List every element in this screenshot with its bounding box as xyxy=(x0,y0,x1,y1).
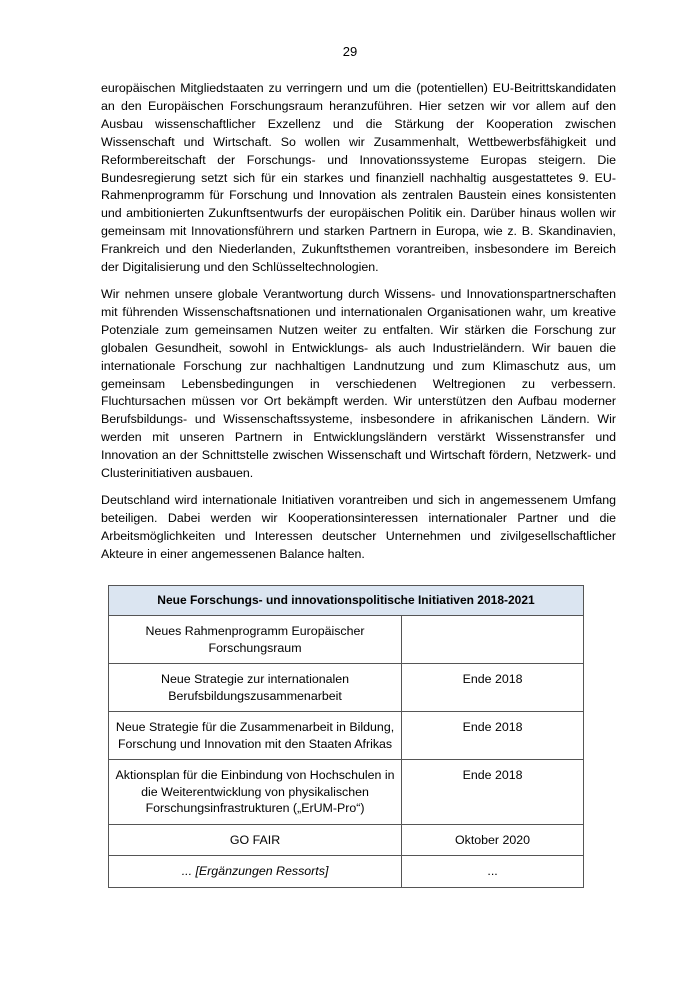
paragraph-eu-research: europäischen Mitgliedstaaten zu verringern und um die (potentiellen) EU-Beitrittskandidaten an den Europäischen Forschungsraum heranzuführen. Hier setzen wir vor allem auf den Ausbau wissenschaftlicher Exzellenz und die Stärkung der Kooperation zwischen Wissenschaft und Wirtschaft. So wollen wir Zusammenhalt, Wettbewerbsfähigkeit und Reformbereitschaft der Forschungs- und Innovationssysteme Europas steigern. Die Bundesregierung setzt sich für ein starkes und finanziell nachhaltig ausgestattetes 9. EU-Rahmenprogramm für Forschung und Innovation als zentralen Baustein eines konsistenten und ambitionierten Zukunftsentwurfs der europäischen Politik ein. Darüber hinaus wollen wir gemeinsam mit Innovationsführern und starken Partnern in Europa, wie z. B. Skandinavien, Frankreich und den Niederlanden, Zukunftsthemen vorantreiben, insbesondere im Bereich der Digitalisierung und den Schlüsseltechnologien. xyxy=(101,81,616,275)
paragraph-global-responsibility: Wir nehmen unsere globale Verantwortung durch Wissens- und Innovationspartnerschaften mit führenden Wissenschaftsnationen und internationalen Organisationen wahr, um kreative Potenziale zum gemeinsamen Nutzen weiter zu entfalten. Wir stärken die Forschung zur globalen Gesundheit, sowohl in Entwicklungs- als auch Industrieländern. Wir bauen die internationale Forschung zur nachhaltigen Landnutzung und zum Klimaschutz aus, um gemeinsam Lebensbedingungen in verschiedenen Weltregionen zu verbessern. Fluchtursachen müssen vor Ort bekämpft werden. Wir unterstützen den Aufbau moderner Berufsbildungs- und Wissenschaftssysteme, insbesondere in afrikanischen Ländern. Wir werden mit unseren Partnern in Entwicklungsländern verstärkt Wissenstransfer und Innovation an der Schnittstelle zwischen Wissenschaft und Wirtschaft fördern, Netzwerk- und Clusterinitiativen ausbauen. xyxy=(101,286,616,481)
initiative-name: Neue Strategie zur internationalen Berufsbildungszusammenarbeit xyxy=(109,664,402,712)
paragraph-international-initiatives: Deutschland wird internationale Initiativen vorantreiben und sich in angemessenem Umfang beteiligen. Dabei werden wir Kooperationsinteressen internationaler Partner und die Arbeitsmöglichkeiten und Interessen deutscher Unternehmen und zivilgesellschaftlicher Akteure in einer angemessenen Balance halten. xyxy=(101,492,616,561)
table-row xyxy=(109,664,584,712)
initiative-name: GO FAIR xyxy=(109,824,402,856)
initiative-name: ... [Ergänzungen Ressorts] xyxy=(109,856,402,888)
initiative-name: Neue Strategie für die Zusammenarbeit in Bildung, Forschung und Innovation mit den Staaten Afrikas xyxy=(109,712,402,760)
table-row xyxy=(109,760,584,825)
page-number: 29 xyxy=(342,44,358,59)
body-text xyxy=(101,80,616,573)
table-row xyxy=(109,856,584,888)
initiative-name: Neues Rahmenprogramm Europäischer Forschungsraum xyxy=(109,616,402,664)
table-row xyxy=(109,712,584,760)
initiative-date: Ende 2018 xyxy=(402,664,584,712)
initiative-name: Aktionsplan für die Einbindung von Hochschulen in die Weiterentwicklung von physikalischen Forschungsinfrastrukturen („ErUM-Pro“) xyxy=(109,760,402,825)
initiatives-table xyxy=(108,585,584,888)
initiative-date: Oktober 2020 xyxy=(402,824,584,856)
table-header: Neue Forschungs- und innovationspolitische Initiativen 2018-2021 xyxy=(109,586,584,616)
table-header-row xyxy=(109,586,584,616)
initiative-date: Ende 2018 xyxy=(402,760,584,825)
table-row xyxy=(109,616,584,664)
initiative-date: ... xyxy=(402,856,584,888)
table-row xyxy=(109,824,584,856)
initiative-date: Ende 2018 xyxy=(402,712,584,760)
initiative-date xyxy=(402,616,584,664)
